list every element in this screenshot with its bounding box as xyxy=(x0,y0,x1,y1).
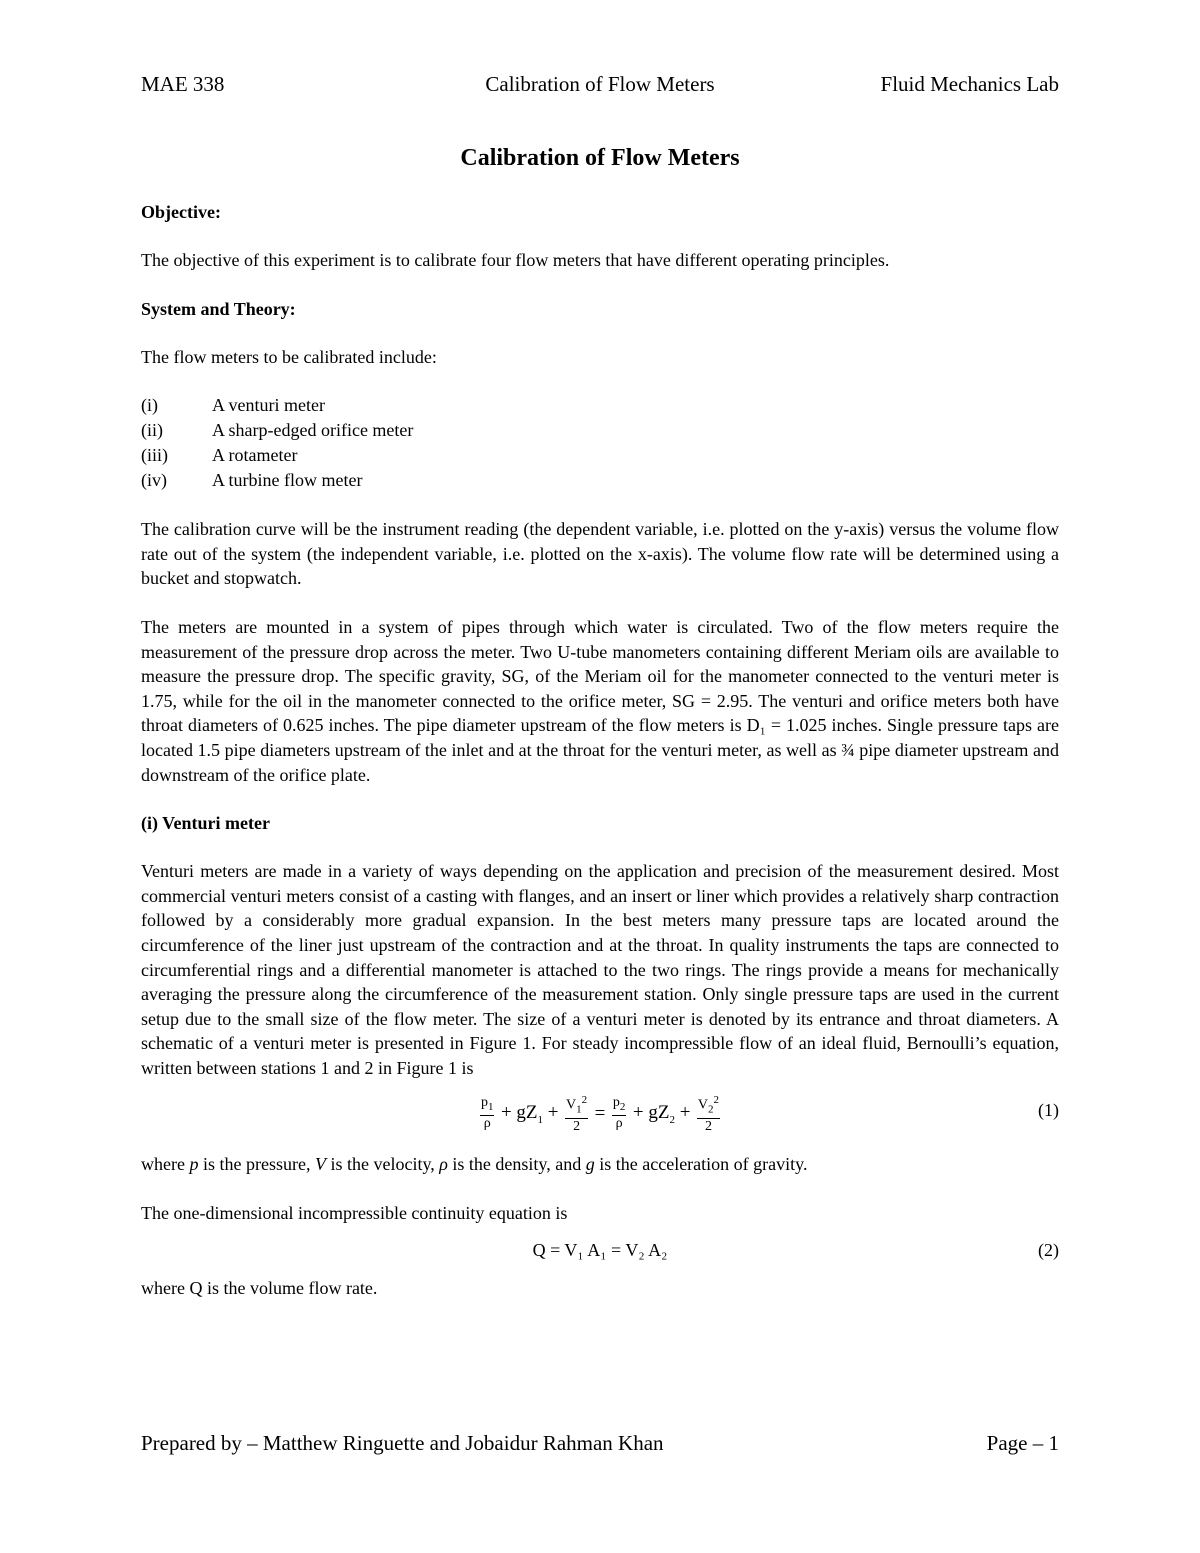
venturi-heading: (i) Venturi meter xyxy=(141,813,270,834)
list-item-label: A turbine flow meter xyxy=(212,470,363,491)
list-item-label: A venturi meter xyxy=(212,395,325,416)
continuity-intro: The one-dimensional incompressible continuity equation is xyxy=(141,1203,568,1224)
list-item xyxy=(141,443,1059,468)
header-course: MAE 338 xyxy=(141,72,225,96)
venturi-paragraph: Venturi meters are made in a variety of ways depending on the application and precision of the measurement desired. Most commercial venturi meters consist of a casting with flanges, and an insert or liner which provides a relatively sharp contraction followed by a considerably more gradual expansion. In the best meters many pressure taps are located around the circumference of the liner just upstream of the contraction and at the throat. In quality instruments the taps are connected to circumferential rings and a differential manometer is attached to the two rings. The rings provide a means for mechanically averaging the pressure along the circumference of the measurement station. Only single pressure taps are used in the current setup due to the small size of the flow meter. The size of a venturi meter is denoted by its entrance and throat diameters. A schematic of a venturi meter is presented in Figure 1. For steady incompressible flow of an ideal fluid, Bernoulli’s equation, written between stations 1 and 2 in Figure 1 is xyxy=(141,861,1059,1078)
header-lab: Fluid Mechanics Lab xyxy=(880,72,1059,96)
footer-authors: Prepared by – Matthew Ringuette and Jobaidur Rahman Khan xyxy=(141,1431,664,1455)
equation-expression: $\frac{p_1}{\rho}$ + $gZ_1$ + $\frac{V_1^2}{2}$ = $\frac{p_2}{\rho}$ + $gZ_2$ + $\frac{V_2^2}{2}$ xyxy=(480,1094,720,1134)
equation-number: (2) xyxy=(1038,1239,1059,1260)
page-header xyxy=(141,72,1059,102)
bernoulli-equation xyxy=(141,1092,1059,1152)
continuity-equation xyxy=(141,1240,1059,1276)
page-footer xyxy=(141,1431,1059,1461)
equation-expression: Q = V₁ A₁ = V₂ A₂ xyxy=(532,1239,668,1260)
variables-description: where p is the pressure, V is the velocity, ρ is the density, and g is the acceleration of gravity. xyxy=(141,1154,808,1175)
list-item xyxy=(141,393,1059,418)
meter-system-paragraph: The meters are mounted in a system of pipes through which water is circulated. Two of the flow meters require the measurement of the pressure drop across the meter. Two U-tube manometers containing different Meriam oils are available to measure the pressure drop. The specific gravity, SG, of the Meriam oil for the manometer connected to the venturi meter is 1.75, while for the oil in the manometer connected to the orifice meter, SG = 2.95. The venturi and orifice meters both have throat diameters of 0.625 inches. The pipe diameter upstream of the flow meters is D₁ = 1.025 inches. Single pressure taps are located 1.5 pipe diameters upstream of the inlet and at the throat for the venturi meter, as well as ¾ pipe diameter upstream and downstream of the orifice plate. xyxy=(141,616,1059,785)
objective-heading: Objective: xyxy=(141,202,221,222)
equation-number: (1) xyxy=(1038,1100,1059,1121)
list-item-number: (ii) xyxy=(141,420,163,441)
system-heading: System and Theory: xyxy=(141,298,296,319)
list-item xyxy=(141,468,1059,493)
list-item-label: A sharp-edged orifice meter xyxy=(212,420,414,441)
footer-page-number: Page – 1 xyxy=(986,1431,1059,1455)
list-item-number: (iv) xyxy=(141,470,167,491)
calibration-curve-paragraph: The calibration curve will be the instrument reading (the dependent variable, i.e. plotted on the y-axis) versus the volume flow rate out of the system (the independent variable, i.e. plotted on the x-axis). The volume flow rate will be determined using a bucket and stopwatch. xyxy=(141,519,1059,589)
list-item-label: A rotameter xyxy=(212,445,298,466)
flow-rate-definition: where Q is the volume flow rate. xyxy=(141,1277,378,1298)
flow-meter-list xyxy=(141,393,1059,493)
page-content xyxy=(141,140,1059,1300)
list-item-number: (iii) xyxy=(141,445,168,466)
document-title: Calibration of Flow Meters xyxy=(460,145,740,171)
list-item xyxy=(141,418,1059,443)
system-intro: The flow meters to be calibrated include: xyxy=(141,346,437,367)
header-title: Calibration of Flow Meters xyxy=(485,72,715,96)
list-item-number: (i) xyxy=(141,395,158,416)
objective-text: The objective of this experiment is to calibrate four flow meters that have different operating principles. xyxy=(141,250,890,270)
